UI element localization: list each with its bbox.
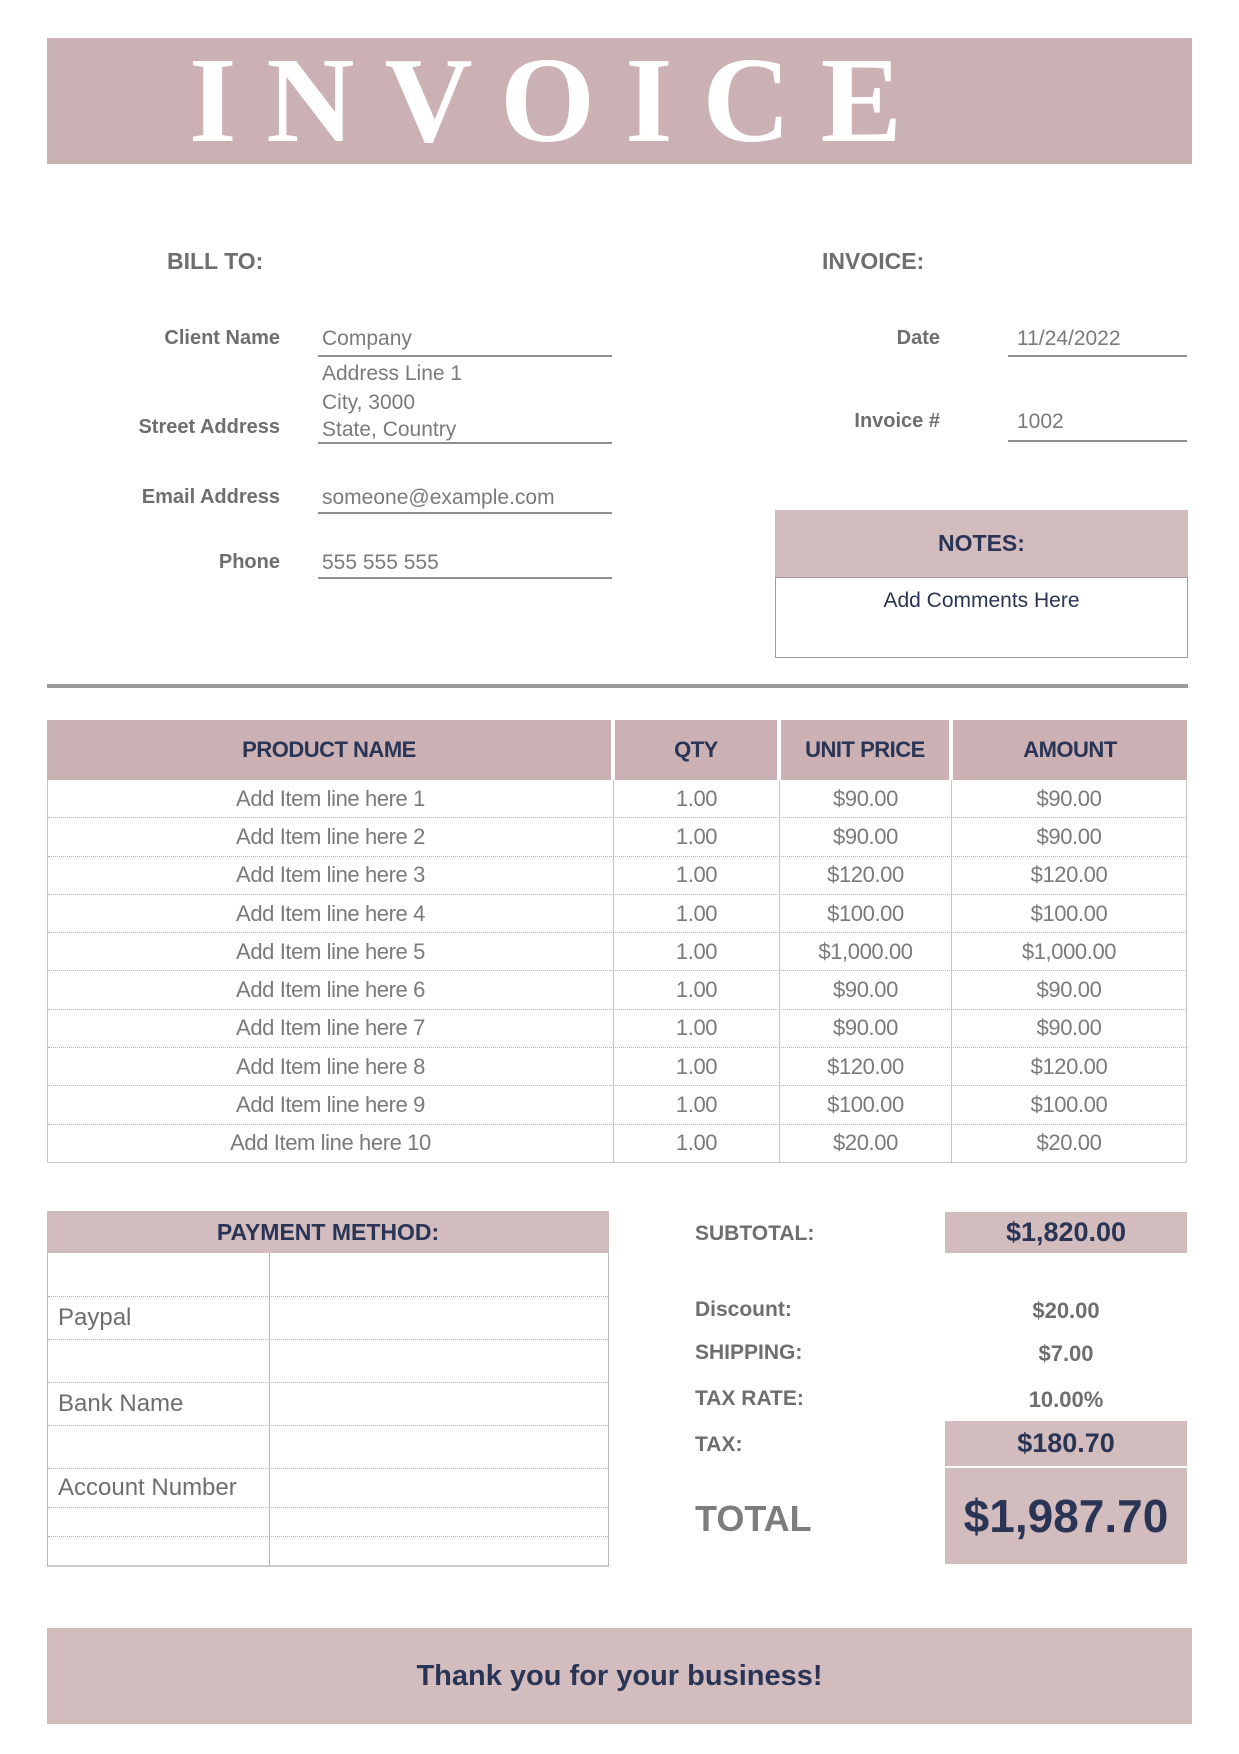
item-qty-cell[interactable]: 1.00	[613, 780, 779, 817]
date-field[interactable]: 11/24/2022	[1017, 327, 1121, 350]
item-qty-cell[interactable]: 1.00	[613, 895, 779, 932]
item-unit-price-cell[interactable]: $90.00	[779, 818, 951, 855]
address-line-3[interactable]: State, Country	[322, 418, 457, 441]
item-amount-cell[interactable]: $1,000.00	[951, 933, 1186, 970]
client-name-label: Client Name	[164, 327, 280, 349]
payment-row	[48, 1296, 608, 1339]
items-table-header	[47, 720, 1187, 780]
item-name-cell[interactable]: Add Item line here 3	[236, 862, 425, 888]
footer-message: Thank you for your business!	[416, 1659, 823, 1692]
payment-row	[48, 1339, 608, 1382]
item-name-cell[interactable]: Add Item line here 1	[236, 785, 425, 811]
date-underline	[1008, 355, 1187, 357]
item-amount-cell[interactable]: $90.00	[951, 780, 1186, 817]
bill-to-heading: BILL TO:	[167, 248, 264, 274]
subtotal-value: $1,820.00	[945, 1212, 1187, 1253]
payment-value-cell[interactable]	[270, 1383, 608, 1425]
item-unit-price-cell[interactable]: $90.00	[779, 1010, 951, 1047]
payment-label-cell[interactable]	[48, 1253, 270, 1296]
item-amount-cell[interactable]: $100.00	[951, 1086, 1186, 1123]
client-name-field[interactable]: Company	[322, 327, 412, 350]
item-unit-price-cell[interactable]: $100.00	[779, 895, 951, 932]
tax-rate-label: TAX RATE:	[695, 1387, 804, 1410]
column-header-unit-price: UNIT PRICE	[781, 720, 949, 780]
shipping-value[interactable]: $7.00	[1038, 1341, 1094, 1366]
payment-method-header	[47, 1211, 609, 1253]
payment-row	[48, 1382, 608, 1425]
date-label: Date	[896, 327, 940, 349]
phone-underline	[318, 577, 612, 579]
payment-value-cell[interactable]	[270, 1508, 608, 1536]
payment-value-cell[interactable]	[270, 1426, 608, 1468]
notes-comment-text: Add Comments Here	[883, 589, 1080, 612]
table-row	[48, 894, 1186, 932]
discount-value[interactable]: $20.00	[1032, 1298, 1100, 1323]
item-unit-price-cell[interactable]: $90.00	[779, 780, 951, 817]
payment-row	[48, 1536, 608, 1565]
table-row	[48, 932, 1186, 970]
payment-value-cell[interactable]	[270, 1340, 608, 1382]
item-name-cell[interactable]: Add Item line here 8	[236, 1053, 425, 1079]
item-qty-cell[interactable]: 1.00	[613, 1048, 779, 1085]
table-row	[48, 780, 1186, 817]
payment-row	[48, 1253, 608, 1296]
notes-heading: NOTES:	[938, 530, 1025, 556]
payment-value-cell[interactable]	[270, 1537, 608, 1565]
item-name-cell[interactable]: Add Item line here 2	[236, 823, 425, 849]
section-divider	[47, 684, 1188, 688]
item-name-cell[interactable]: Add Item line here 10	[230, 1130, 431, 1156]
item-qty-cell[interactable]: 1.00	[613, 933, 779, 970]
table-row	[48, 1085, 1186, 1123]
table-row	[48, 1047, 1186, 1085]
item-qty-cell[interactable]: 1.00	[613, 971, 779, 1008]
phone-label: Phone	[218, 551, 280, 573]
client-name-underline	[318, 355, 612, 357]
footer-banner	[47, 1628, 1192, 1724]
discount-label: Discount:	[695, 1298, 792, 1321]
tax-rate-value[interactable]: 10.00%	[1028, 1387, 1104, 1412]
total-label: TOTAL	[695, 1498, 812, 1539]
subtotal-label: SUBTOTAL:	[695, 1222, 815, 1245]
notes-header	[775, 510, 1188, 577]
column-header-qty: QTY	[615, 720, 777, 780]
item-qty-cell[interactable]: 1.00	[613, 857, 779, 894]
item-amount-cell[interactable]: $90.00	[951, 1010, 1186, 1047]
payment-label-cell[interactable]: Paypal	[48, 1297, 270, 1339]
column-header-product-name: PRODUCT NAME	[47, 720, 611, 780]
street-address-underline	[318, 442, 612, 444]
invoice-number-underline	[1008, 440, 1187, 442]
item-name-cell[interactable]: Add Item line here 7	[236, 1015, 425, 1041]
item-qty-cell[interactable]: 1.00	[613, 1086, 779, 1123]
shipping-label: SHIPPING:	[695, 1341, 803, 1364]
invoice-title-banner	[47, 33, 1192, 168]
item-amount-cell[interactable]: $90.00	[951, 971, 1186, 1008]
item-name-cell[interactable]: Add Item line here 4	[236, 900, 425, 926]
item-name-cell[interactable]: Add Item line here 5	[236, 938, 425, 964]
items-table-body	[47, 780, 1187, 1163]
item-unit-price-cell[interactable]: $20.00	[779, 1125, 951, 1162]
table-row	[48, 1009, 1186, 1047]
email-underline	[318, 512, 612, 514]
item-amount-cell[interactable]: $120.00	[951, 857, 1186, 894]
total-value: $1,987.70	[945, 1468, 1187, 1564]
table-row	[48, 817, 1186, 855]
payment-label-cell[interactable]	[48, 1537, 270, 1565]
item-amount-cell[interactable]: $120.00	[951, 1048, 1186, 1085]
phone-field[interactable]: 555 555 555	[322, 551, 439, 574]
table-row	[48, 1124, 1186, 1162]
payment-value-cell[interactable]	[270, 1253, 608, 1296]
tax-value: $180.70	[945, 1421, 1187, 1466]
item-name-cell[interactable]: Add Item line here 9	[236, 1092, 425, 1118]
payment-row	[48, 1468, 608, 1507]
invoice-title: INVOICE	[188, 33, 933, 168]
item-amount-cell[interactable]: $100.00	[951, 895, 1186, 932]
payment-table-body	[47, 1253, 609, 1567]
payment-method-heading: PAYMENT METHOD:	[216, 1218, 440, 1245]
invoice-info-heading: INVOICE:	[822, 248, 925, 274]
payment-label-cell[interactable]: Account Number	[48, 1469, 270, 1507]
payment-row	[48, 1507, 608, 1536]
tax-label: TAX:	[695, 1433, 743, 1456]
payment-value-cell[interactable]	[270, 1297, 608, 1339]
address-line-1[interactable]: Address Line 1	[322, 362, 463, 385]
item-name-cell[interactable]: Add Item line here 6	[236, 977, 425, 1003]
item-amount-cell[interactable]: $90.00	[951, 818, 1186, 855]
table-row	[48, 970, 1186, 1008]
item-unit-price-cell[interactable]: $90.00	[779, 971, 951, 1008]
invoice-number-label: Invoice #	[854, 410, 940, 432]
street-address-label: Street Address	[138, 416, 280, 438]
notes-comment-box[interactable]	[775, 577, 1188, 658]
item-qty-cell[interactable]: 1.00	[613, 818, 779, 855]
column-header-amount: AMOUNT	[953, 720, 1187, 780]
payment-value-cell[interactable]	[270, 1469, 608, 1507]
email-field[interactable]: someone@example.com	[322, 486, 555, 509]
payment-label-cell[interactable]	[48, 1508, 270, 1536]
item-unit-price-cell[interactable]: $1,000.00	[779, 933, 951, 970]
item-unit-price-cell[interactable]: $100.00	[779, 1086, 951, 1123]
item-unit-price-cell[interactable]: $120.00	[779, 1048, 951, 1085]
email-label: Email Address	[141, 486, 280, 508]
item-unit-price-cell[interactable]: $120.00	[779, 857, 951, 894]
invoice-number-field[interactable]: 1002	[1017, 410, 1064, 433]
payment-label-cell[interactable]: Bank Name	[48, 1383, 270, 1425]
item-qty-cell[interactable]: 1.00	[613, 1125, 779, 1162]
item-amount-cell[interactable]: $20.00	[951, 1125, 1186, 1162]
payment-label-cell[interactable]	[48, 1340, 270, 1382]
address-line-2[interactable]: City, 3000	[322, 391, 415, 414]
item-qty-cell[interactable]: 1.00	[613, 1010, 779, 1047]
payment-row	[48, 1425, 608, 1468]
payment-label-cell[interactable]	[48, 1426, 270, 1468]
table-row	[48, 856, 1186, 894]
